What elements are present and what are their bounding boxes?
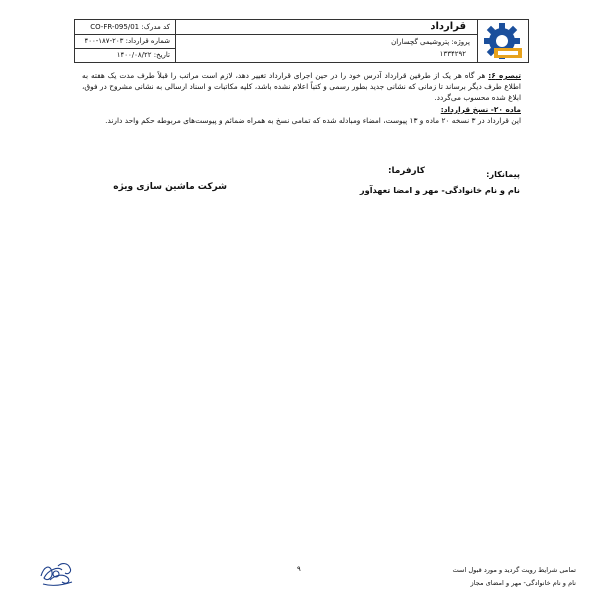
document-title: قرارداد <box>430 21 466 32</box>
project-name: پروژه: پتروشیمی گچساران <box>391 38 470 46</box>
contract-number: شماره قرارداد: ۲۰۳-۱۸۷-۴۰۰ <box>84 37 170 45</box>
stamp-signature-icon <box>38 560 76 588</box>
contract-date: تاریخ: ۱۴۰۰/۰۸/۲۲ <box>116 51 170 59</box>
header-row-line-1 <box>75 34 175 35</box>
contractor-name: نام و نام خانوادگی- مهر و امضا تعهدآور <box>359 185 520 195</box>
footer-acceptance: تمامی شرایط رویت گردید و مورد قبول است <box>452 566 576 574</box>
header-title-line <box>175 34 477 35</box>
page-number: ۹ <box>297 565 301 573</box>
employer-name: شرکت ماشین سازی ویژه <box>113 182 227 192</box>
header-divider-left <box>175 20 176 62</box>
footer-signature-line: نام و نام خانوادگی- مهر و امضای مجاز <box>470 579 576 587</box>
company-logo-icon <box>480 20 528 62</box>
contractor-label: پیمانکار: <box>486 169 520 179</box>
employer-label: کارفرما: <box>388 166 425 176</box>
header-divider-right <box>477 20 478 62</box>
note-6-label: تبصره ۶: <box>488 71 521 80</box>
header-row-line-2 <box>75 48 175 49</box>
contract-body <box>82 70 521 126</box>
project-code: ۱۳۳۴۲۹۲ <box>439 50 466 58</box>
note-6-text: هر گاه هر یک از طرفین قرارداد آدرس خود را در حین اجرای قرارداد تغییر دهد، لازم است مراتب را قبلاً طرف مدت یک هفته به اطلاع طرف دیگر برساند تا زمانی که نشانی جدید بطور رسمی و کتباً اعلام نشده باشد، کلیه مکاتبات و اسناد ارسالی به نشانی مشروح در فوق، ابلاغ شده محسوب می‌گردد. <box>82 71 521 103</box>
note-6-paragraph <box>82 70 521 104</box>
article-20-title: ماده ۲۰- نسخ قرارداد: <box>440 104 521 114</box>
article-20-text: این قرارداد در ۳ نسخه ۲۰ ماده و ۱۳ پیوست، امضاء ومبادله شده که تمامی نسخ به همراه ضمائم و پیوست‌های مربوطه حکم واحد دارند. <box>105 115 521 125</box>
document-header <box>74 19 529 63</box>
document-code: کد مدرک: CO-FR-095/01 <box>90 23 170 31</box>
